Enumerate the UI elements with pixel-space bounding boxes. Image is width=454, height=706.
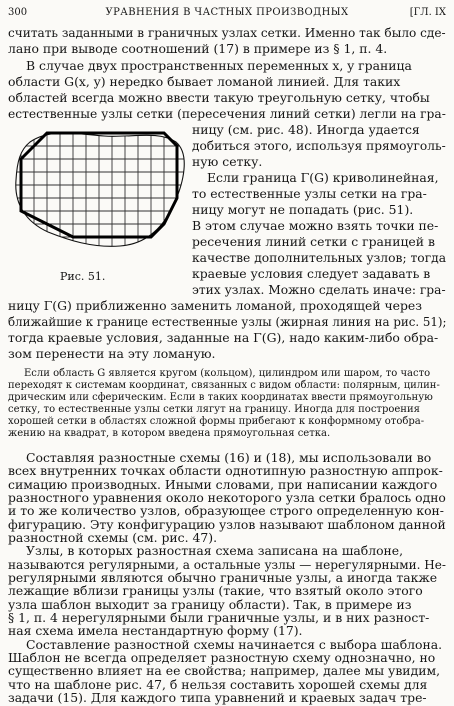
text-line: Шаблон не всегда определяет разностную схему однозначно, но xyxy=(8,650,436,665)
text-line: тогда краевые условия, заданные на Γ(G), надо каким-либо обра- xyxy=(8,330,439,345)
running-title: УРАВНЕНИЯ В ЧАСТНЫХ ПРОИЗВОДНЫХ xyxy=(105,7,349,18)
text-line: лано при выводе соотношений (17) в примере из § 1, п. 4. xyxy=(8,41,388,56)
figure-51 xyxy=(8,120,190,260)
text-line: ницу (см. рис. 48). Иногда удается xyxy=(192,122,420,137)
text-line: краевые условия следует задавать в xyxy=(192,266,431,281)
text-line: естественные узлы сетки (пересечения линий сетки) легли на гра- xyxy=(8,106,446,121)
small-print-line: сетку, то естественные узлы сетки лягут на границу. Иногда для построения xyxy=(8,404,420,415)
text-line: разностной схемы (см. рис. 47). xyxy=(8,530,218,545)
text-line: ближайшие к границе естественные узлы (жирная линия на рис. 51); xyxy=(8,314,447,329)
text-line: Если граница Γ(G) криволинейная, xyxy=(207,170,439,185)
text-line: существенно влияет на ее свойства; например, далее мы увидим, xyxy=(8,663,441,679)
text-line: и то же количество узлов, образующее строго определенную кон- xyxy=(8,503,444,519)
text-line: зом перенести на эту ломаную. xyxy=(8,346,216,361)
text-line: § 1, п. 4 нерегулярными были граничные узлы, и в них разност- xyxy=(8,610,430,625)
page-number: 300 xyxy=(8,7,28,18)
chapter-label: [ГЛ. IX xyxy=(409,7,446,18)
text-line: задачи (15). Для каждого типа уравнений и краевых задач тре- xyxy=(8,690,427,705)
text-line: что на шаблоне рис. 47, б нельзя составить хорошей схемы для xyxy=(8,676,428,692)
small-print-line: жению на квадрат, в котором введена прямоугольная сетка. xyxy=(8,428,331,439)
text-line: фигурацию. Эту конфигурацию узлов называют шаблоном данной xyxy=(8,516,446,532)
text-line: разностного уравнения около некоторого узла сетки бралось одно xyxy=(8,490,446,505)
text-line: регулярными являются обычно граничные узлы, а иногда также xyxy=(8,570,438,585)
text-line: областей всегда можно ввести такую треугольную сетку, чтобы xyxy=(8,90,430,105)
text-line: Составляя разностные схемы (16) и (18), мы использовали во xyxy=(26,450,432,465)
text-line: узла шаблон выходит за границу области). Так, в примере из xyxy=(8,596,412,612)
text-line: называются регулярными, а остальные узлы — нерегулярными. Не- xyxy=(8,556,447,572)
text-line: добиться этого, используя прямоуголь- xyxy=(192,138,446,153)
text-line: В этом случае можно взять точки пе- xyxy=(192,218,439,233)
text-line: Узлы, в которых разностная схема записана на шаблоне, xyxy=(26,543,404,559)
text-line: Составление разностной схемы начинается с выбора шаблона. xyxy=(26,636,443,652)
text-line: то естественные узлы сетки на гра- xyxy=(192,186,427,201)
text-line: считать заданными в граничных узлах сетки. Именно так было сде- xyxy=(8,25,446,40)
text-line: ницу могут не попадать (рис. 51). xyxy=(192,202,414,217)
text-line: ресечения линий сетки с границей в xyxy=(192,234,435,249)
text-line: области G(x, y) нередко бывает ломаной линией. Для таких xyxy=(8,74,401,89)
grid-lines xyxy=(8,120,190,260)
page-header xyxy=(8,7,446,23)
small-print-line: дрическим или сферическим. Если в таких координатах ввести прямоугольную xyxy=(8,392,433,403)
grid-domain-figure xyxy=(8,120,190,260)
small-print-line: переходят к системам координат, связанных с видом области: полярным, цилин- xyxy=(8,380,440,391)
text-line: ницу Γ(G) приближенно заменить ломаной, проходящей через xyxy=(8,298,423,313)
small-print-line: хорошей сетки в областях сложной формы прибегают к конформному отобра- xyxy=(8,416,425,427)
text-line: ную сетку. xyxy=(192,154,263,169)
text-line: всех внутренних точках области однотипную разностную аппрок- xyxy=(8,463,443,479)
text-line: симацию производных. Иными словами, при написании каждого xyxy=(8,476,438,492)
text-line: этих узлах. Можно сделать иначе: гра- xyxy=(192,282,446,297)
text-line: ная схема имела нестандартную форму (17). xyxy=(8,623,303,639)
text-line: лежащие вблизи границы узлы (такие, что взятый около этого xyxy=(8,583,423,599)
text-line: качестве дополнительных узлов; тогда xyxy=(192,250,447,265)
figure-caption: Рис. 51. xyxy=(60,270,106,283)
text-line: В случае двух пространственных переменных x, y граница xyxy=(26,58,412,73)
small-print-line: Если область G является кругом (кольцом), цилиндром или шаром, то часто xyxy=(24,368,431,379)
